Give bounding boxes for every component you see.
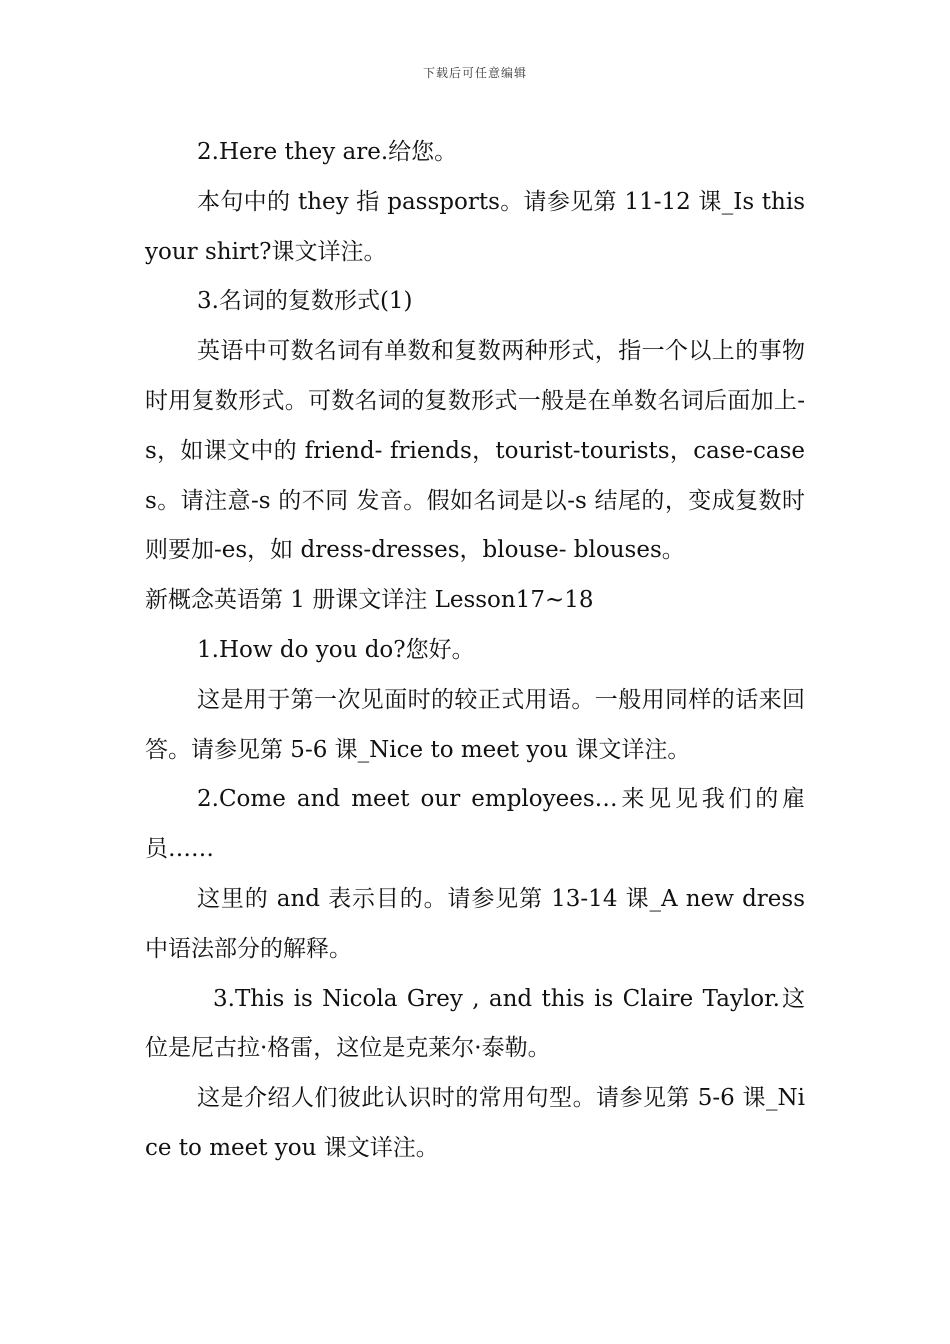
paragraph-introduction-explanation: 这是介绍人们彼此认识时的常用句型。请参见第 5-6 课_Nice to meet you 课文详注。 [145,1085,805,1161]
paragraph-how-do-you-do-explanation: 这是用于第一次见面时的较正式用语。一般用同样的话来回答。请参见第 5-6 课_Nice to meet you 课文详注。 [145,686,805,763]
section-title-lesson17-18: 新概念英语第 1 册课文详注 Lesson17~18 [145,587,594,614]
paragraph-note-2-employees: 2.Come and meet our employees…来见见我们的雇员…… [145,786,805,863]
document-body [145,128,805,1174]
paragraph-plural-explanation: 英语中可数名词有单数和复数两种形式，指一个以上的事物时用复数形式。可数名词的复数形式一般是在单数名词后面加上-s，如课文中的 friend- friends，tourist-tourists，case-cases。请注意-s 的不同 发音。假如名词是以-s 结尾的，变成复数时则要加-es，如 dress-dresses，blouse- blouses。 [145,338,805,564]
paragraph-note-3-heading: 3.名词的复数形式(1) [197,288,413,315]
paragraph-they-explanation: 本句中的 they 指 passports。请参见第 11-12 课_Is this your shirt?课文详注。 [145,188,805,265]
page-header: 下载后可任意编辑 [422,66,527,80]
paragraph-note-1: 1.How do you do?您好。 [197,636,475,663]
paragraph-note-2: 2.Here they are.给您。 [197,139,458,165]
paragraph-and-explanation: 这里的 and 表示目的。请参见第 13-14 课_A new dress 中语法部分的解释。 [145,885,805,962]
paragraph-note-3-introduction: 3.This is Nicola Grey , and this is Claire Taylor.这位是尼古拉·格雷，这位是克莱尔·泰勒。 [145,985,805,1062]
